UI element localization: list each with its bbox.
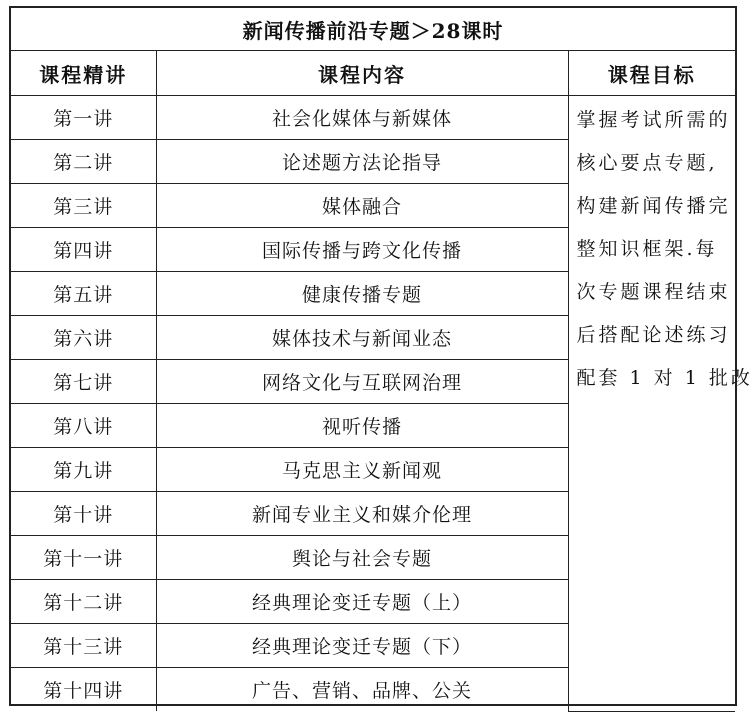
content-cell: 网络文化与互联网治理 xyxy=(156,360,568,404)
goal-text-line: 次专题课程结束 xyxy=(576,281,731,303)
lecture-cell: 第十一讲 xyxy=(11,536,156,580)
header-content: 课程内容 xyxy=(156,51,568,96)
goal-text-line: 构建新闻传播完 xyxy=(576,195,731,217)
content-cell: 经典理论变迁专题（下） xyxy=(156,624,568,668)
course-table xyxy=(11,8,753,712)
course-table-sheet xyxy=(9,6,753,706)
goal-text-line: 后搭配论述练习 xyxy=(576,324,731,346)
goal-cell xyxy=(568,96,753,712)
title-row xyxy=(11,8,735,51)
table-title: 新闻传播前沿专题＞28课时 xyxy=(11,8,735,51)
content-cell: 新闻专业主义和媒介伦理 xyxy=(156,492,568,536)
content-cell: 广告、营销、品牌、公关 xyxy=(156,668,568,712)
content-cell: 健康传播专题 xyxy=(156,272,568,316)
lecture-cell: 第四讲 xyxy=(11,228,156,272)
goal-text-line: 掌握考试所需的 xyxy=(576,109,731,131)
goal-text-line: 配套 1 对 1 批改 xyxy=(576,367,753,389)
lecture-cell: 第六讲 xyxy=(11,316,156,360)
header-row xyxy=(11,51,735,96)
lecture-cell: 第五讲 xyxy=(11,272,156,316)
goal-text-line: 整知识框架.每 xyxy=(576,238,718,260)
lecture-cell: 第一讲 xyxy=(11,96,156,140)
content-cell: 媒体融合 xyxy=(156,184,568,228)
content-cell: 媒体技术与新闻业态 xyxy=(156,316,568,360)
lecture-cell: 第十四讲 xyxy=(11,668,156,712)
lecture-cell: 第八讲 xyxy=(11,404,156,448)
lecture-cell: 第十三讲 xyxy=(11,624,156,668)
content-cell: 舆论与社会专题 xyxy=(156,536,568,580)
lecture-cell: 第二讲 xyxy=(11,140,156,184)
content-cell: 论述题方法论指导 xyxy=(156,140,568,184)
content-cell: 国际传播与跨文化传播 xyxy=(156,228,568,272)
lecture-cell: 第九讲 xyxy=(11,448,156,492)
lecture-cell: 第十二讲 xyxy=(11,580,156,624)
goal-text-line: 核心要点专题, xyxy=(576,152,718,174)
content-cell: 经典理论变迁专题（上） xyxy=(156,580,568,624)
lecture-cell: 第十讲 xyxy=(11,492,156,536)
content-cell: 马克思主义新闻观 xyxy=(156,448,568,492)
header-goal: 课程目标 xyxy=(568,51,735,96)
lecture-cell: 第七讲 xyxy=(11,360,156,404)
header-lecture: 课程精讲 xyxy=(11,51,156,96)
table-row xyxy=(11,96,735,140)
lecture-cell: 第三讲 xyxy=(11,184,156,228)
content-cell: 社会化媒体与新媒体 xyxy=(156,96,568,140)
content-cell: 视听传播 xyxy=(156,404,568,448)
